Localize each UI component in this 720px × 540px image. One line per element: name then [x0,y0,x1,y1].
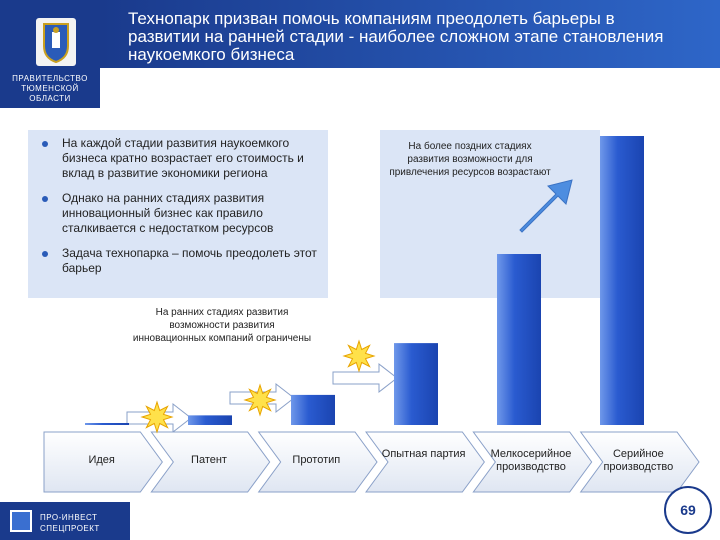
stage-label-4: Опытная партия [381,448,466,460]
stage-label-1: Идея [88,454,115,466]
stage-label-3: Прототип [292,454,341,466]
bullet-text: Однако на ранних стадиях развития инновационный бизнес как правило сталкивается с недостатком ресурсов [62,191,274,235]
page-title: Технопарк призван помочь компаниям преодолеть барьеры в развитии на ранней стадии - наиболее сложном этапе становления наукоемкого бизнеса [128,9,664,64]
footer-logo [0,502,130,540]
early-stage-callout: На ранних стадиях развития возможности развития инновационных компаний ограничены [132,307,312,344]
company-logo-icon [10,510,32,532]
government-label: ПРАВИТЕЛЬСТВО ТЮМЕНСКОЙ ОБЛАСТИ [12,74,88,103]
bullet-text: На каждой стадии развития наукоемкого бизнеса кратно возрастает его стоимость и вклад в развитие экономики региона [62,136,304,180]
stage-label-6: Серийное производство [603,448,674,473]
stage-label-2: Патент [191,454,227,466]
company-name: ПРО-ИНВЕСТ СПЕЦПРОЕКТ [40,513,100,533]
late-stage-callout: На более поздних стадиях развития возможности для привлечения ресурсов возрастают [389,141,551,178]
page-number: 69 [664,486,712,534]
bullet-text: Задача технопарка – помочь преодолеть этот барьер [62,246,317,275]
stage-label-5: Мелкосерийное производство [490,448,572,473]
